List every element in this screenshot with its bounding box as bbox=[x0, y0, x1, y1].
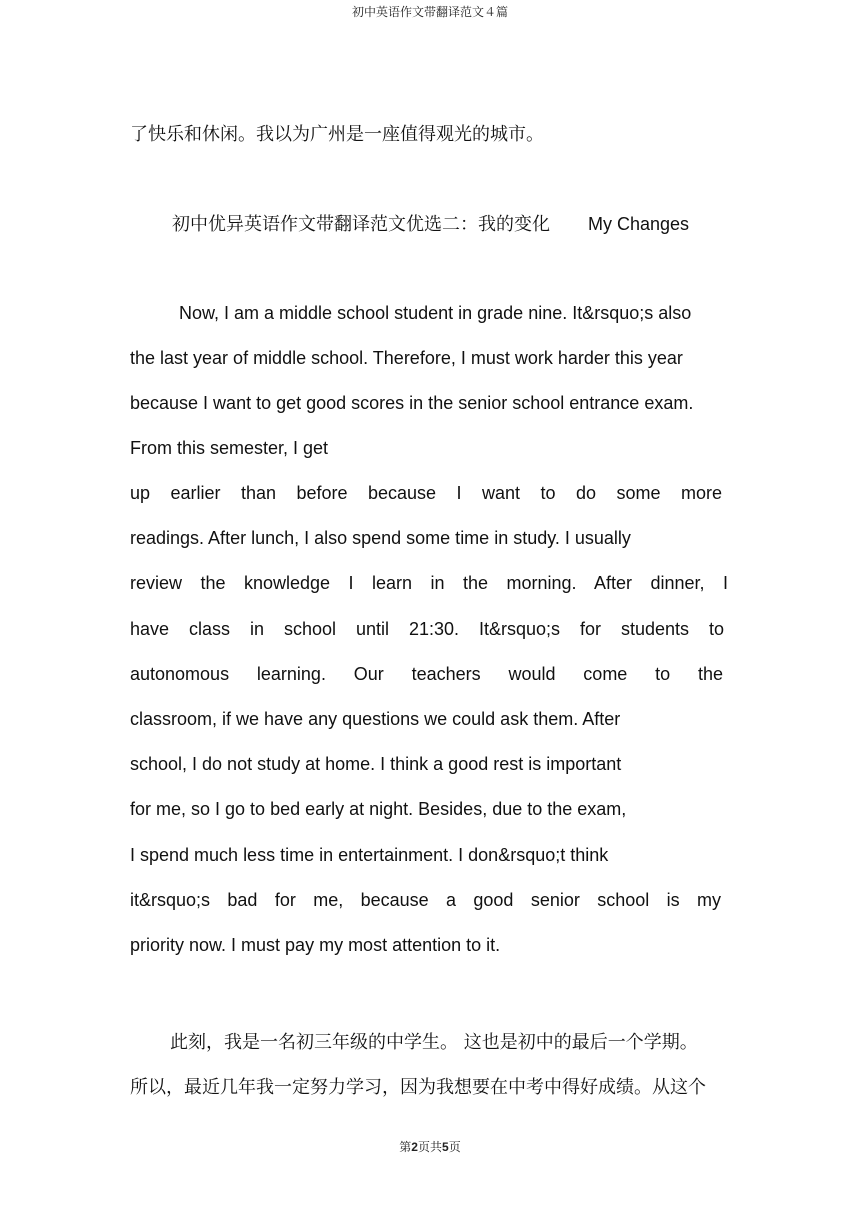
essay-line: classroom, if we have any questions we could ask them. After bbox=[130, 709, 621, 729]
page-footer bbox=[0, 1138, 860, 1155]
footer-suffix: 页 bbox=[448, 1140, 461, 1154]
essay-line: it&rsquo;s bad for me, because a good senior school is my bbox=[130, 890, 721, 910]
essay-line: review the knowledge I learn in the morning. After dinner, I bbox=[130, 573, 728, 593]
translation-line: 此刻，我是一名初三年级的中学生。 这也是初中的最后一个学期。 bbox=[170, 1032, 698, 1053]
essay-line: because I want to get good scores in the senior school entrance exam. bbox=[130, 393, 694, 413]
total-pages: 5 bbox=[442, 1140, 449, 1154]
essay-line: autonomous learning. Our teachers would come to the bbox=[130, 664, 723, 684]
section-title-chinese: 初中优异英语作文带翻译范文优选二：我的变化 bbox=[172, 214, 550, 235]
essay-line: Now, I am a middle school student in grade nine. It&rsquo;s also bbox=[179, 303, 692, 323]
translation-line: 所以，最近几年我一定努力学习，因为我想要在中考中得好成绩。从这个 bbox=[130, 1077, 706, 1098]
carryover-paragraph: 了快乐和休闲。我以为广州是一座值得观光的城市。 bbox=[130, 124, 544, 145]
running-header: 初中英语作文带翻译范文４篇 bbox=[351, 5, 508, 19]
essay-line: I spend much less time in entertainment. I don&rsquo;t think bbox=[130, 845, 609, 865]
footer-middle: 页共 bbox=[417, 1140, 442, 1154]
current-page-number: 2 bbox=[411, 1140, 418, 1154]
footer-prefix: 第 bbox=[399, 1140, 412, 1154]
essay-line: readings. After lunch, I also spend some time in study. I usually bbox=[130, 528, 631, 548]
essay-line: school, I do not study at home. I think a good rest is important bbox=[130, 754, 622, 774]
essay-line: have class in school until 21:30. It&rsquo;s for students to bbox=[130, 619, 724, 639]
essay-line: From this semester, I get bbox=[130, 438, 329, 458]
essay-line: the last year of middle school. Therefore, I must work harder this year bbox=[130, 348, 683, 368]
essay-line: for me, so I go to bed early at night. Besides, due to the exam, bbox=[130, 799, 627, 819]
section-title bbox=[172, 210, 689, 236]
essay-line: priority now. I must pay my most attention to it. bbox=[130, 935, 501, 955]
essay-line: up earlier than before because I want to do some more bbox=[130, 483, 722, 503]
section-title-english: My Changes bbox=[588, 214, 690, 234]
